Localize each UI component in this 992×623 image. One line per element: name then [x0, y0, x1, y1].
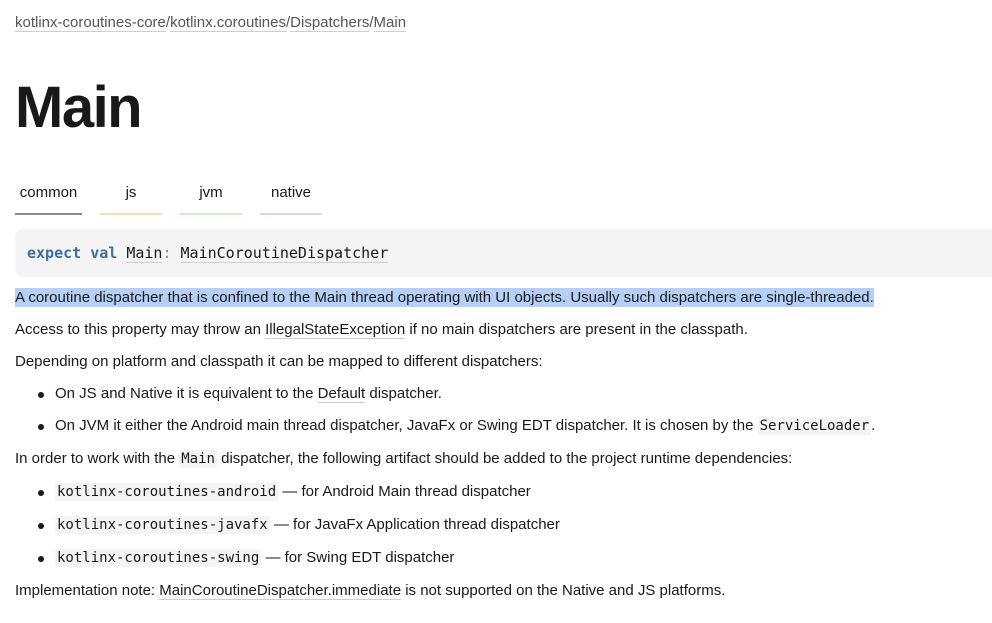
text-fragment: if no main dispatchers are present in the classpath.: [405, 321, 748, 338]
breadcrumb-item-module[interactable]: kotlinx-coroutines-core: [15, 14, 166, 31]
description-paragraph: [15, 288, 874, 308]
page-title: Main: [15, 75, 142, 140]
tab-js[interactable]: js: [100, 183, 162, 215]
breadcrumb-item-dispatchers[interactable]: Dispatchers: [290, 14, 370, 31]
bullet: [38, 523, 44, 529]
selected-text: A coroutine dispatcher that is confined to the Main thread operating with UI objects. Usually such dispatchers are single-threaded.: [15, 289, 874, 306]
bullet: [38, 424, 44, 430]
text-fragment: Access to this property may throw an: [15, 321, 266, 338]
keyword-val: val: [90, 244, 118, 262]
text-fragment: On JVM it either the Android main thread dispatcher, JavaFx or Swing EDT dispatcher. It is chosen by the: [55, 417, 758, 434]
text-fragment: Implementation note:: [15, 582, 160, 599]
list-item: [55, 548, 454, 568]
artifact-code: kotlinx-coroutines-javafx: [57, 517, 268, 533]
signature-colon: :: [162, 244, 172, 262]
bullet: [38, 556, 44, 562]
text-fragment: — for Swing EDT dispatcher: [261, 549, 455, 566]
breadcrumb-item-main[interactable]: Main: [373, 14, 407, 31]
platform-mapping-paragraph: Depending on platform and classpath it can be mapped to different dispatchers:: [15, 353, 543, 370]
breadcrumb: [15, 14, 406, 31]
keyword-expect: expect: [27, 244, 82, 262]
artifact-paragraph: [15, 449, 792, 469]
signature-type-link[interactable]: MainCoroutineDispatcher: [180, 244, 389, 262]
artifact-code: kotlinx-coroutines-android: [57, 484, 277, 500]
implementation-note: [15, 581, 725, 601]
breadcrumb-separator: /: [285, 14, 291, 31]
list-item: [55, 482, 531, 502]
text-fragment: On JS and Native it is equivalent to the: [55, 385, 318, 402]
bullet: [38, 392, 44, 398]
text-fragment: dispatcher, the following artifact should be added to the project runtime dependencies:: [216, 450, 793, 467]
default-dispatcher-link[interactable]: Default: [317, 385, 366, 402]
declaration-signature: [15, 229, 992, 277]
tab-native[interactable]: native: [260, 183, 322, 215]
immediate-link[interactable]: MainCoroutineDispatcher.immediate: [159, 582, 402, 599]
service-loader-code: ServiceLoader: [759, 418, 870, 434]
list-item: [55, 384, 442, 404]
signature-name-link[interactable]: Main: [126, 244, 163, 262]
breadcrumb-separator: /: [165, 14, 171, 31]
text-fragment: — for Android Main thread dispatcher: [278, 483, 531, 500]
breadcrumb-separator: /: [369, 14, 374, 31]
tab-common[interactable]: common: [15, 183, 82, 215]
text-fragment: dispatcher.: [365, 385, 442, 402]
text-fragment: In order to work with the: [15, 450, 180, 467]
text-fragment: — for JavaFx Application thread dispatcher: [269, 516, 560, 533]
breadcrumb-item-package[interactable]: kotlinx.coroutines: [170, 14, 286, 31]
bullet: [38, 490, 44, 496]
text-fragment: .: [871, 417, 876, 434]
main-code: Main: [181, 451, 215, 467]
artifact-code: kotlinx-coroutines-swing: [57, 550, 260, 566]
illegal-state-exception-link[interactable]: IllegalStateException: [265, 321, 406, 338]
list-item: [55, 515, 560, 535]
exception-paragraph: [15, 320, 748, 340]
text-fragment: is not supported on the Native and JS platforms.: [401, 582, 726, 599]
tab-jvm[interactable]: jvm: [180, 183, 242, 215]
list-item: [55, 416, 875, 436]
